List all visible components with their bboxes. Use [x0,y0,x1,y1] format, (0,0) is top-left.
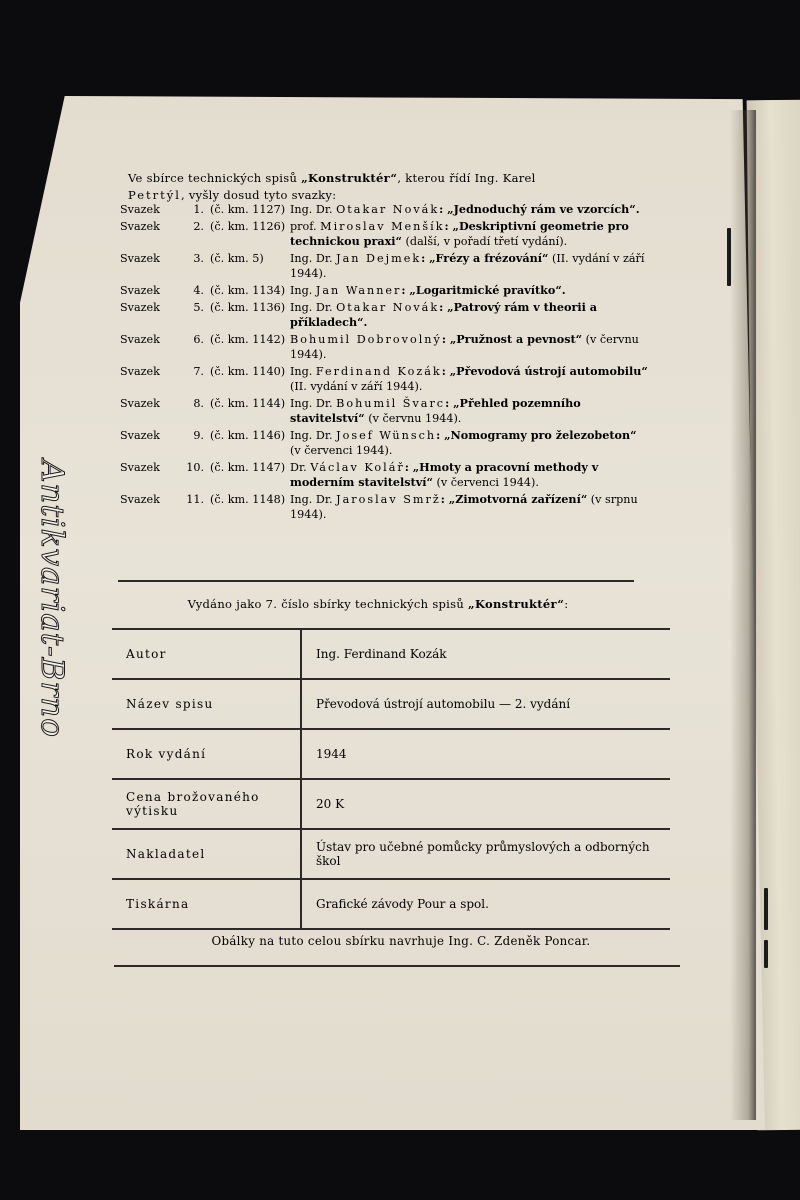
volume-entry [120,428,660,458]
volume-title: : „Pružnost a pevnost“ [441,332,583,346]
catalog-number: (č. km. 5) [210,252,264,265]
volume-title: : „Patrový rám v theorii a příkladech“. [290,300,598,329]
info-value: Ústav pro učebné pomůcky průmyslových a odborných škol [301,829,670,879]
series-intro [128,170,648,204]
volume-label: Svazek [120,252,160,265]
volume-label: Svazek [120,333,160,346]
volume-number: 4. [193,284,204,297]
catalog-number: (č. km. 1140) [210,365,286,378]
volume-description [290,332,650,362]
info-label: Cena brožovaného výtisku [112,779,301,829]
volume-title: : „Deskriptivní geometrie pro technickou praxi“ [290,219,629,248]
volume-label: Svazek [120,301,160,314]
catalog-number: (č. km. 1146) [210,429,286,442]
author-name: Václav Kolář [310,461,405,474]
volume-description [290,251,650,281]
author-prefix: prof. [290,220,317,233]
catalog-number: (č. km. 1147) [210,461,286,474]
covers-note: Obálky na tuto celou sbírku navrhuje Ing. C. Zdeněk Poncar. [211,934,591,948]
volume-label: Svazek [120,397,160,410]
volume-entry [120,492,660,522]
volume-label: Svazek [120,429,160,442]
volume-description [290,428,650,458]
volume-label: Svazek [120,284,160,297]
volume-number: 5. [193,301,204,314]
volume-title: : „Logaritmické pravítko“. [401,283,566,297]
volume-description [290,460,650,490]
info-row [112,629,670,679]
info-value: 20 K [301,779,670,829]
edition-text: Vydáno jako 7. číslo sbírky technických spisů [187,597,469,611]
info-label: Název spisu [112,679,301,729]
author-name: Otakar Novák [336,203,440,216]
volume-number: 1. [193,203,204,216]
volume-note: (v červnu 1944). [364,412,462,425]
volume-number: 11. [186,493,204,506]
author-prefix: Ing. Dr. [290,397,333,410]
catalog-number: (č. km. 1127) [210,203,286,216]
author-name: Josef Wünsch [336,429,437,442]
author-name: Jaroslav Smrž [336,493,441,506]
info-row [112,679,670,729]
author-prefix: Dr. [290,461,307,474]
info-row [112,829,670,879]
catalog-number: (č. km. 1144) [210,397,286,410]
info-row [112,879,670,929]
volume-number: 9. [193,429,204,442]
volume-number: 7. [193,365,204,378]
author-prefix: Ing. [290,365,313,378]
volume-number: 6. [193,333,204,346]
author-name: Otakar Novák [336,301,440,314]
info-value: 1944 [301,729,670,779]
publication-info-table [112,628,670,930]
author-prefix: Ing. Dr. [290,429,333,442]
spine-shadow [730,110,756,1120]
catalog-number: (č. km. 1142) [210,333,286,346]
author-prefix: Ing. Dr. [290,203,333,216]
volume-entry [120,283,660,298]
info-value: Převodová ústrojí automobilu — 2. vydání [301,679,670,729]
volume-number: 10. [186,461,204,474]
volume-note: (v červenci 1944). [290,444,393,457]
volume-note: (další, v pořadí třetí vydání). [402,235,568,248]
volume-title: : „Frézy a frézování“ [421,251,549,265]
author-name: Jan Wanner [315,284,402,297]
intro-text: , vyšly dosud tyto svazky: [180,188,337,202]
volume-note: (v srpnu 1944). [290,493,638,521]
volume-title: : „Zimotvorná zařízení“ [440,492,588,506]
volume-entry [120,364,660,394]
series-name: „Konstruktér“ [301,171,398,185]
volume-number: 8. [193,397,204,410]
info-row [112,729,670,779]
author-prefix: Ing. Dr. [290,301,333,314]
info-label: Autor [112,629,301,679]
volume-description [290,300,650,330]
catalog-number: (č. km. 1134) [210,284,286,297]
volume-description [290,364,650,394]
volume-title: : „Jednoduchý rám ve vzorcích“. [439,202,640,216]
catalog-number: (č. km. 1126) [210,220,286,233]
info-label: Nakladatel [112,829,301,879]
author-prefix: Ing. Dr. [290,252,333,265]
volume-note: (v červenci 1944). [432,476,539,489]
author-prefix: Ing. [290,284,313,297]
volume-entry [120,251,660,281]
volume-number: 2. [193,220,204,233]
volume-entry [120,460,660,490]
volume-label: Svazek [120,203,160,216]
volume-title: : „Nomogramy pro železobeton“ [436,428,637,442]
divider [114,965,680,967]
author-name: Ferdinand Kozák [315,365,442,378]
info-value: Grafické závody Pour a spol. [301,879,670,929]
volume-label: Svazek [120,493,160,506]
intro-text: Ve sbírce technických spisů [128,171,302,185]
author-name: Jan Dejmek [336,252,422,265]
volume-entry [120,396,660,426]
volume-number: 3. [193,252,204,265]
volume-note: (v červnu 1944). [290,333,639,361]
volume-title: : „Hmoty a pracovní methody v moderním stavitelství“ [290,460,599,489]
volume-label: Svazek [120,220,160,233]
volume-description [290,219,650,249]
author-name: Bohumil Švarc [336,397,446,410]
volume-entry [120,202,660,217]
intro-text: , kterou řídí Ing. Karel [397,171,536,185]
author-name: Miroslav Menšík [320,220,445,233]
binding-staple [727,228,731,286]
volume-entry [120,219,660,249]
volume-list [120,202,660,524]
volume-description [290,202,650,217]
volume-entry [120,332,660,362]
edition-text: : [564,597,569,611]
series-name: „Konstruktér“ [468,597,565,611]
author-name: Bohumil Dobrovolný [290,333,442,346]
binding-staple [764,888,768,930]
binding-staple [764,940,768,968]
volume-description [290,492,650,522]
volume-label: Svazek [120,365,160,378]
watermark-signature: Antikvariat-Brno [34,460,70,738]
volume-title: : „Převodová ústrojí automobilu“ [441,364,648,378]
volume-title: : „Přehled pozemního stavitelství“ [290,396,581,425]
volume-note: (II. vydání v září 1944). [290,380,423,393]
info-label: Tiskárna [112,879,301,929]
catalog-number: (č. km. 1136) [210,301,286,314]
volume-description [290,396,650,426]
info-label: Rok vydání [112,729,301,779]
info-value: Ing. Ferdinand Kozák [301,629,670,679]
volume-label: Svazek [120,461,160,474]
volume-description [290,283,650,298]
divider [118,580,634,582]
volume-note: (II. vydání v září 1944). [290,252,645,280]
editor-name: Petrtýl [128,188,181,202]
author-prefix: Ing. Dr. [290,493,333,506]
volume-entry [120,300,660,330]
edition-line [118,597,638,611]
info-row [112,779,670,829]
catalog-number: (č. km. 1148) [210,493,286,506]
